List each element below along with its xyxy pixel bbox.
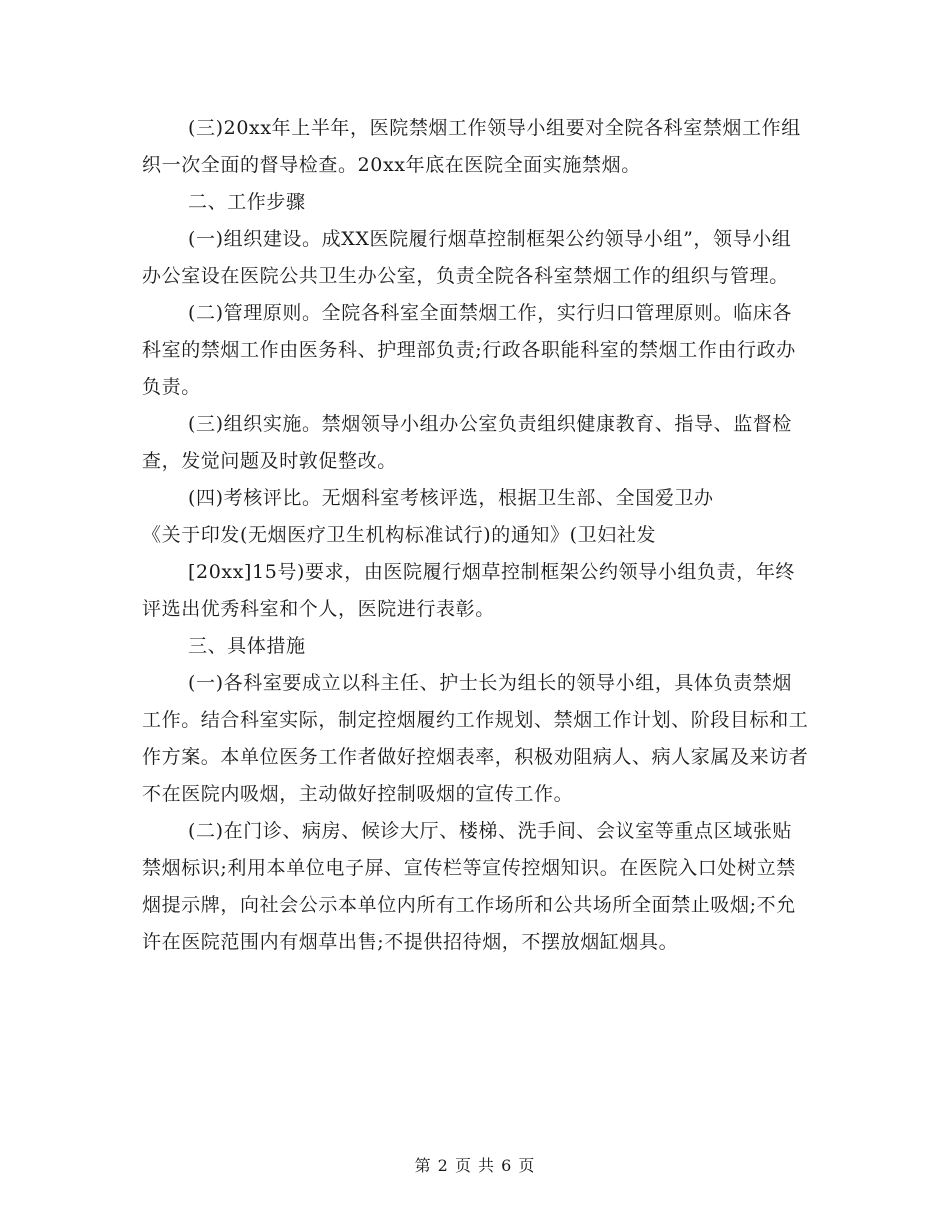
paragraph-step-1: (一)组织建设。成XX医院履行烟草控制框架公约领导小组”，领导小组办公室设在医院公共卫生办公室，负责全院各科室禁烟工作的组织与管理。	[142, 228, 792, 287]
paragraph-measure-1: (一)各科室要成立以科主任、护士长为组长的领导小组，具体负责禁烟工作。结合科室实际，制定控烟履约工作规划、禁烟工作计划、阶段目标和工作方案。本单位医务工作者做好控烟表率，积极劝阻病人、病人家属及来访者不在医院内吸烟，主动做好控制吸烟的宣传工作。	[142, 672, 809, 805]
page-number-footer: 第 2 页 共 6 页	[414, 1156, 536, 1175]
paragraph-schedule-3: (三)20xx年上半年，医院禁烟工作领导小组要对全院各科室禁烟工作组织一次全面的督导检查。20xx年底在医院全面实施禁烟。	[142, 117, 801, 176]
heading-work-steps: 二、工作步骤	[188, 191, 306, 213]
paragraph-measure-2: (二)在门诊、病房、候诊大厅、楼梯、洗手间、会议室等重点区域张贴禁烟标识;利用本单位电子屏、宣传栏等宣传控烟知识。在医院入口处树立禁烟提示牌，向社会公示本单位内所有工作场所和公共场所全面禁止吸烟;不允许在医院范围内有烟草出售;不提供招待烟，不摆放烟缸烟具。	[142, 820, 796, 953]
paragraph-step-4-requirement: [20xx]15号)要求，由医院履行烟草控制框架公约领导小组负责，年终评选出优秀科室和个人，医院进行表彰。	[142, 561, 796, 620]
paragraph-step-3: (三)组织实施。禁烟领导小组办公室负责组织健康教育、指导、监督检查，发觉问题及时敦促整改。	[142, 413, 793, 472]
document-body	[142, 110, 810, 961]
paragraph-step-4: (四)考核评比。无烟科室考核评选，根据卫生部、全国爱卫办	[188, 487, 714, 509]
heading-specific-measures: 三、具体措施	[188, 635, 306, 657]
paragraph-step-2: (二)管理原则。全院各科室全面禁烟工作，实行归口管理原则。临床各科室的禁烟工作由医务科、护理部负责;行政各职能科室的禁烟工作由行政办负责。	[142, 302, 796, 398]
paragraph-step-4-notice: 《关于印发(无烟医疗卫生机构标准试行)的通知》(卫妇社发	[142, 524, 657, 546]
